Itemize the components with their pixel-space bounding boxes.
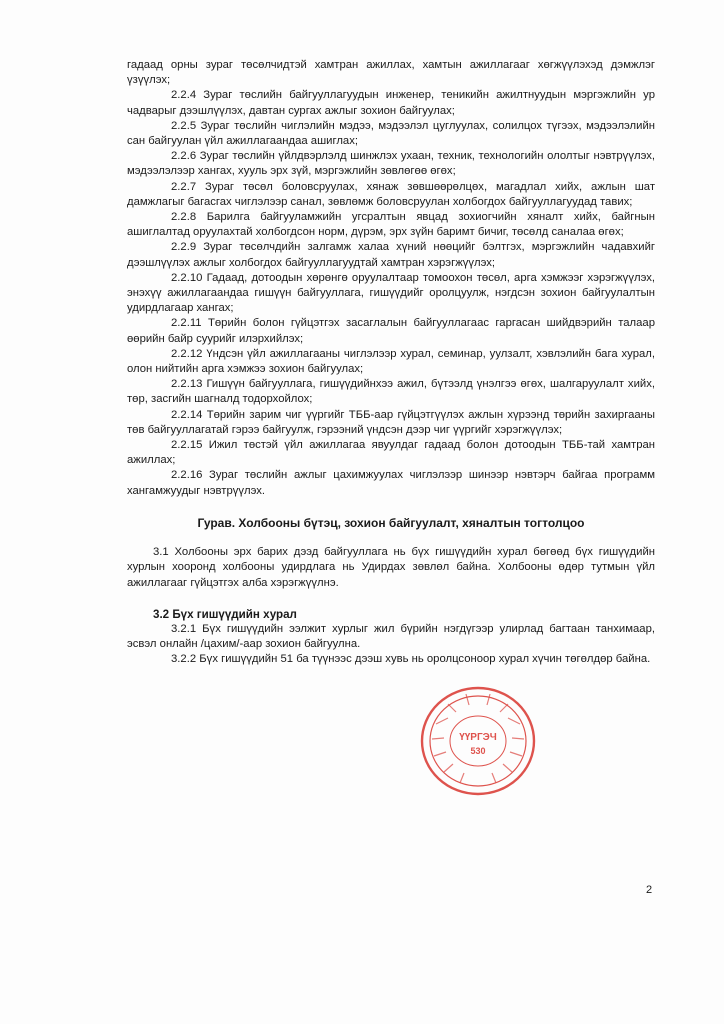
clause-2-2-16: 2.2.16 Зураг төслийн ажлыг цахимжуулах чиглэлээр шинээр нэвтэрч байгаа программ хангамжуудыг нэвтрүүлэх. (127, 469, 655, 497)
clause-2-2-15: 2.2.15 Ижил төстэй үйл ажиллагаа явуулдаг гадаад болон дотоодын ТББ-тай хамтран ажиллах; (127, 439, 655, 467)
section-heading: Гурав. Холбооны бүтэц, зохион байгуулалт, хяналтын тогтолцоо (197, 515, 585, 530)
clause-2-2-13: 2.2.13 Гишүүн байгууллага, гишүүдийнхээ ажил, бүтээлд үнэлгээ өгөх, шалгаруулалт хийх, төр, засгийн шагналд тодорхойлох; (127, 378, 655, 406)
clause-3-2-1: 3.2.1 Бүх гишүүдийн ээлжит хурлыг жил бүрийн нэгдүгээр улирлад багтаан танхимаар, эсвэл онлайн /цахим/-аар зохион байгуулна. (127, 622, 655, 651)
clause-2-2-11: 2.2.11 Төрийн болон гүйцэтгэх засаглалын байгууллагаас гаргасан шийдвэрийн талаар өөрийн байр суурийг илэрхийлэх; (127, 317, 655, 345)
paragraph-continuation: гадаад орны зураг төсөлчидтэй хамтран ажиллах, хамтын ажиллагааг хөгжүүлэхэд дэмжлэг үзүүлэх; (127, 59, 655, 87)
subsection-heading: 3.2 Бүх гишүүдийн хурал (153, 607, 297, 621)
clause-2-2-10: 2.2.10 Гадаад, дотоодын хөрөнгө оруулалтаар томоохон төсөл, арга хэмжээг хэрэгжүүлэх, энэхүү ажиллагаандаа гишүүн байгууллага, гишүүдийг оролцуулж, нэгдсэн зохион байгуулалтын удирдлагаар хангах; (127, 271, 655, 315)
clause-2-2-9: 2.2.9 Зураг төсөлчдийн залгамж халаа хүний нөөцийг бэлтгэх, мэргэжлийн чадавхийг дээшлүүлэх ажлыг холбогдох байгууллагуудтай хамтран хэрэгжүүлэх; (127, 241, 655, 269)
svg-text:530: 530 (470, 746, 486, 756)
page-number: 2 (646, 884, 653, 896)
clause-3-1: 3.1 Холбооны эрх барих дээд байгууллага нь бүх гишүүдийн хурал бөгөөд бүх гишүүдийн хурлын хооронд холбооны удирдлага нь Удирдах зөвлөл байна. Холбооны өдөр тутмын үйл ажиллагааг гүйцэтгэх алба хэрэгжүүлнэ. (127, 546, 655, 589)
clause-2-2-6: 2.2.6 Зураг төслийн үйлдвэрлэлд шинжлэх ухаан, техник, технологийн ололтыг нэвтрүүлэх, мэдээлэлээр хангах, хууль эрх зүй, мэргэжлийн зөвлөгөө өгөх; (127, 150, 655, 178)
official-stamp (418, 684, 538, 798)
clause-2-2-12: 2.2.12 Үндсэн үйл ажиллагааны чиглэлээр хурал, семинар, уулзалт, хэвлэлийн бага хурал, олон нийтийн арга хэмжээ зохион байгуулах; (127, 347, 655, 376)
clause-2-2-5: 2.2.5 Зураг төслийн чиглэлийн мэдээ, мэдээлэл цуглуулах, солилцох түгээх, мэдээлэлийн сан байгуулан үйл ажиллагаандаа ашиглах; (127, 119, 655, 148)
clause-3-2-2: 3.2.2 Бүх гишүүдийн 51 ба түүнээс дээш хувь нь оролцсоноор хурал хүчин төгөлдөр байна. (171, 653, 651, 666)
document-body (127, 58, 655, 668)
clause-2-2-4: 2.2.4 Зураг төслийн байгууллагуудын инженер, теникийн ажилтнуудын мэргэжлийн ур чадварыг дээшлүүлэх, давтан сургах ажлыг зохион байгуулах; (127, 89, 655, 117)
svg-text:ҮҮРГЭЧ: ҮҮРГЭЧ (459, 732, 497, 743)
clause-2-2-7: 2.2.7 Зураг төсөл боловсруулах, хянаж зөвшөөрөлцөх, магадлал хийх, ажлын шат дамжлагыг багасгах чиглэлээр санал, зөвлөмж боловсруулан холбогдох байгууллагуудад тавих; (127, 180, 655, 208)
clause-2-2-8: 2.2.8 Барилга байгууламжийн угсралтын явцад зохиогчийн хяналт хийх, байгнын ашиглалтад оруулахтай холбогдсон норм, дүрэм, эрх зүйн баримт бичиг, төсөлд саналаа өгөх; (127, 211, 655, 239)
clause-2-2-14: 2.2.14 Төрийн зарим чиг үүргийг ТББ-аар гүйцэтгүүлэх ажлын хүрээнд төрийн захиргааны төв байгууллагатай гэрээ байгуулж, гэрээний үндсэн дээр чиг үүргийг хэрэгжүүлэх; (127, 408, 655, 436)
